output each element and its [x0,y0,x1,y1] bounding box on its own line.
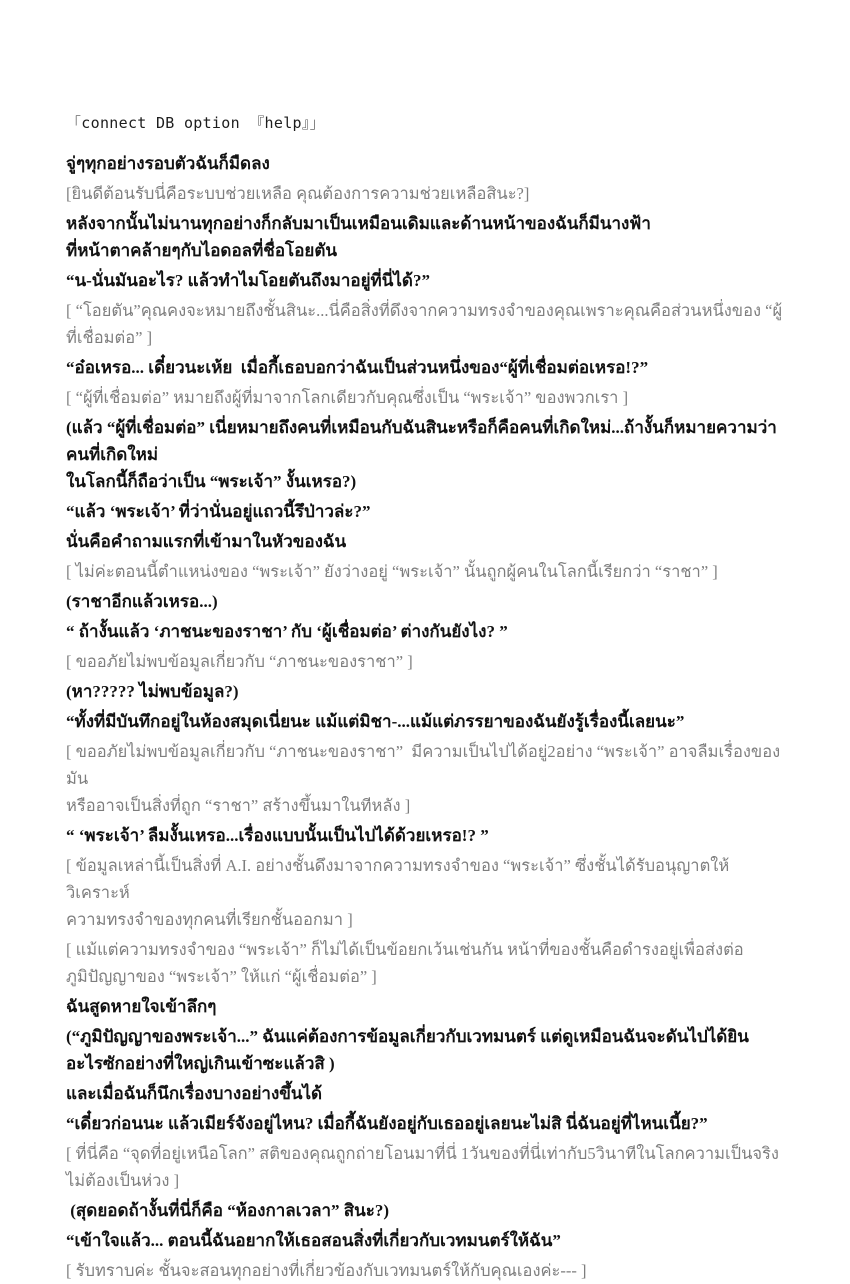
system-message-line: ความทรงจำของทุกคนที่เรียกชั้นออกมา ] [66,910,353,929]
narration-paragraph [66,528,788,555]
narration-line: (แล้ว “ผู้ที่เชื่อมต่อ” เนี่ยหมายถึงคนที่เหมือนกับฉันสินะหรือก็คือคนที่เกิดใหม่...ถ้างั้นก็หมายความว่าคนที่เกิดใหม่ [66,418,777,464]
narration-line: “แล้ว ‘พระเจ้า’ ที่ว่านั่นอยู่แถวนี้รึป่าวล่ะ?” [66,502,371,521]
narration-line: หลังจากนั้นไม่นานทุกอย่างก็กลับมาเป็นเหมือนเดิมและด้านหน้าของฉันก็มีนางฟ้า [66,214,651,233]
narration-line: (สุดยอดถ้างั้นที่นี่ก็คือ “ห้องกาลเวลา” สินะ?) [66,1201,390,1220]
system-message-paragraph [66,384,788,411]
system-message-paragraph [66,297,788,351]
narration-paragraph [66,1023,788,1077]
novel-text-body [66,110,788,1284]
narration-line: (ราชาอีกแล้วเหรอ...) [66,592,218,611]
narration-paragraph [66,678,788,705]
command-line-paragraph [66,110,788,137]
system-message-paragraph [66,180,788,207]
narration-paragraph [66,1080,788,1107]
system-message-line: [ “โอยตัน”คุณคงจะหมายถึงชั้นสินะ...นี่คือสิ่งที่ดึงจากความทรงจำของคุณเพราะคุณคือส่วนหนึ่งของ “ผู้ที่เชื่อมต่อ” ] [66,301,783,347]
system-message-line: [ ข้อมูลเหล่านี้เป็นสิ่งที่ A.I. อย่างชั้นดึงมาจากความทรงจำของ “พระเจ้า” ซึ่งชั้นได้รับอนุญาตให้วิเคราะห์ [66,856,730,902]
narration-line: “เข้าใจแล้ว... ตอนนี้ฉันอยากให้เธอสอนสิ่งที่เกี่ยวกับเวทมนตร์ให้ฉัน” [66,1231,561,1250]
narration-line: “น-นั่นมันอะไร? แล้วทำไมโอยตันถึงมาอยู่ที่นี่ได้?” [66,271,430,290]
narration-line: ฉันสูดหายใจเข้าลึกๆ [66,997,217,1016]
system-message-line: [ รับทราบค่ะ ชั้นจะสอนทุกอย่างที่เกี่ยวข้องกับเวทมนตร์ให้กับคุณเองค่ะ--- ] [66,1261,587,1280]
narration-paragraph [66,588,788,615]
narration-paragraph [66,1227,788,1254]
system-message-paragraph [66,738,788,819]
system-message-line: [ ขออภัยไม่พบข้อมูลเกี่ยวกับ “ภาชนะของราชา” ] [66,652,413,671]
narration-line: (หา????? ไม่พบข้อมูล?) [66,682,239,701]
narration-line: “ ‘พระเจ้า’ ลืมงั้นเหรอ...เรื่องแบบนั้นเป็นไปได้ด้วยเหรอ!? ” [66,826,489,845]
narration-paragraph [66,354,788,381]
system-message-paragraph [66,936,788,990]
system-message-paragraph [66,852,788,933]
narration-line: “ทั้งที่มีบันทึกอยู่ในห้องสมุดเนี่ยนะ แม้แต่มิชา-...แม้แต่ภรรยาของฉันยังรู้เรื่องนี้เลยนะ” [66,712,685,731]
narration-paragraph [66,267,788,294]
narration-paragraph [66,210,788,264]
system-message-paragraph [66,1140,788,1194]
system-message-line: [ แม้แต่ความทรงจำของ “พระเจ้า” ก็ไม่ได้เป็นข้อยกเว้นเช่นกัน หน้าที่ของชั้นคือดำรงอยู่เพื่อส่งต่อ [66,940,744,959]
narration-paragraph [66,1110,788,1137]
system-message-line: ภูมิปัญญาของ “พระเจ้า” ให้แก่ “ผู้เชื่อมต่อ” ] [66,967,377,986]
narration-line: “อ๋อเหรอ... เดี๋ยวนะเห้ย เมื่อกี้เธอบอกว่าฉันเป็นส่วนหนึ่งของ“ผู้ที่เชื่อมต่อเหรอ!?” [66,358,649,377]
narration-line: ที่หน้าตาคล้ายๆกับไอดอลที่ชื่อโอยตัน [66,241,338,260]
command-line: 「connect DB option 『help』」 [66,114,325,132]
narration-paragraph [66,1197,788,1224]
system-message-paragraph [66,1257,788,1284]
narration-line: และเมื่อฉันก็นึกเรื่องบางอย่างขึ้นได้ [66,1084,323,1103]
narration-paragraph [66,618,788,645]
narration-line: (“ภูมิปัญญาของพระเจ้า...” ฉันแค่ต้องการข้อมูลเกี่ยวกับเวทมนตร์ แต่ดูเหมือนฉันจะดันไปได้ยิน [66,1027,749,1046]
narration-paragraph [66,150,788,177]
narration-line: ในโลกนี้ก็ถือว่าเป็น “พระเจ้า” งั้นเหรอ?) [66,472,357,491]
narration-line: จู่ๆทุกอย่างรอบตัวฉันก็มืดลง [66,154,270,173]
system-message-paragraph [66,558,788,585]
system-message-line: ไม่ต้องเป็นห่วง ] [66,1171,180,1190]
narration-line: นั่นคือคำถามแรกที่เข้ามาในหัวของฉัน [66,532,347,551]
system-message-line: [ ขออภัยไม่พบข้อมูลเกี่ยวกับ “ภาชนะของราชา” มีความเป็นไปได้อยู่2อย่าง “พระเจ้า” อาจลืมเรื่องของมัน [66,742,781,788]
narration-line: อะไรซักอย่างที่ใหญ่เกินเข้าซะแล้วสิ ) [66,1054,335,1073]
system-message-line: [ ที่นี่คือ “จุดที่อยู่เหนือโลก” สติของคุณถูกถ่ายโอนมาที่นี่ 1วันของที่นี่เท่ากับ5วินาทีในโลกความเป็นจริง [66,1144,779,1163]
narration-paragraph [66,822,788,849]
system-message-line: [ “ผู้ที่เชื่อมต่อ” หมายถึงผู้ที่มาจากโลกเดียวกับคุณซึ่งเป็น “พระเจ้า” ของพวกเรา ] [66,388,629,407]
system-message-line: หรืออาจเป็นสิ่งที่ถูก “ราชา” สร้างขึ้นมาในทีหลัง ] [66,796,411,815]
narration-paragraph [66,708,788,735]
narration-line: “ ถ้างั้นแล้ว ‘ภาชนะของราชา’ กับ ‘ผู้เชื่อมต่อ’ ต่างกันยังไง? ” [66,622,508,641]
narration-line: “เดี๋ยวก่อนนะ แล้วเมียร์จังอยู่ไหน? เมื่อกี้ฉันยังอยู่กับเธออยู่เลยนะไม่สิ นี่ฉันอยู่ที่ไหนเนี้ย?” [66,1114,708,1133]
narration-paragraph [66,498,788,525]
system-message-paragraph [66,648,788,675]
system-message-line: [ ไม่ค่ะตอนนี้ตำแหน่งของ “พระเจ้า” ยังว่างอยู่ “พระเจ้า” นั้นถูกผู้คนในโลกนี้เรียกว่า “ราชา” ] [66,562,718,581]
system-message-line: [ยินดีต้อนรับนี่คือระบบช่วยเหลือ คุณต้องการความช่วยเหลือสินะ?] [66,184,530,203]
narration-paragraph [66,414,788,495]
narration-paragraph [66,993,788,1020]
